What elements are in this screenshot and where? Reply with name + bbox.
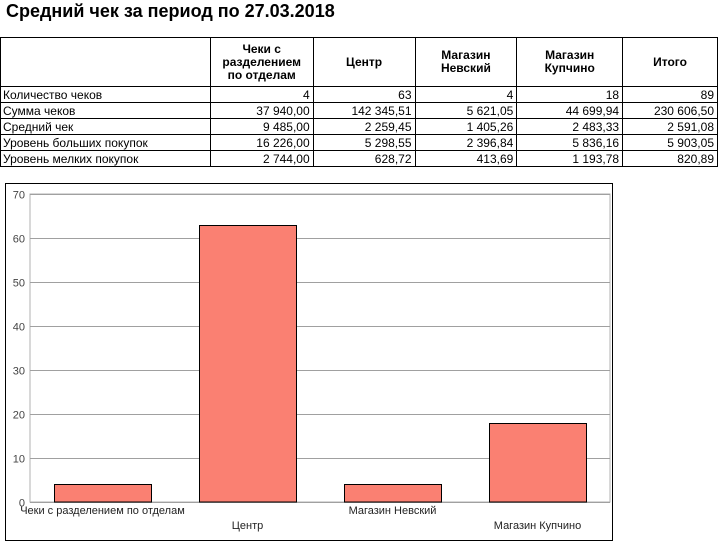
table-cell: 5 621,05 xyxy=(415,103,517,119)
table-header-row xyxy=(1,38,718,87)
bar xyxy=(345,485,442,503)
table-cell: 142 345,51 xyxy=(313,103,415,119)
x-category-label: Магазин Невский xyxy=(348,505,437,517)
chart-canvas xyxy=(6,184,612,540)
summary-table xyxy=(0,37,718,167)
table-row xyxy=(1,103,718,119)
y-tick-label: 10 xyxy=(12,453,25,466)
table-cell: 44 699,94 xyxy=(517,103,623,119)
table-cell: 16 226,00 xyxy=(210,135,313,151)
row-label: Уровень мелких покупок xyxy=(1,151,211,167)
table-cell: 1 405,26 xyxy=(415,119,517,135)
table-cell: 18 xyxy=(517,87,623,103)
bar xyxy=(55,485,152,503)
row-label: Уровень больших покупок xyxy=(1,135,211,151)
column-header-kupchino: Магазин Купчино xyxy=(517,38,623,87)
row-label: Сумма чеков xyxy=(1,103,211,119)
column-header-departments: Чеки с разделением по отделам xyxy=(210,38,313,87)
table-cell: 1 193,78 xyxy=(517,151,623,167)
y-tick-label: 70 xyxy=(12,189,25,202)
table-cell: 2 396,84 xyxy=(415,135,517,151)
y-tick-label: 50 xyxy=(12,277,25,290)
column-header-total: Итого xyxy=(623,38,718,87)
y-tick-label: 20 xyxy=(12,409,25,422)
y-tick-label: 40 xyxy=(12,321,25,334)
table-cell: 2 483,33 xyxy=(517,119,623,135)
table-cell: 9 485,00 xyxy=(210,119,313,135)
table-cell: 5 903,05 xyxy=(623,135,718,151)
table-header-corner xyxy=(1,38,211,87)
table-cell: 4 xyxy=(415,87,517,103)
table-cell: 63 xyxy=(313,87,415,103)
bar xyxy=(200,226,297,503)
table-cell: 89 xyxy=(623,87,718,103)
row-label: Количество чеков xyxy=(1,87,211,103)
table-row xyxy=(1,119,718,135)
x-category-label: Центр xyxy=(231,520,264,532)
y-tick-label: 0 xyxy=(18,497,25,510)
table-cell: 4 xyxy=(210,87,313,103)
bar xyxy=(490,424,587,503)
table-cell: 5 836,16 xyxy=(517,135,623,151)
table-cell: 820,89 xyxy=(623,151,718,167)
table-row xyxy=(1,135,718,151)
table-cell: 5 298,55 xyxy=(313,135,415,151)
report-title: Средний чек за период по 27.03.2018 xyxy=(6,1,335,21)
x-category-label: Магазин Купчино xyxy=(493,520,582,532)
column-header-center: Центр xyxy=(313,38,415,87)
table-row xyxy=(1,87,718,103)
table-cell: 628,72 xyxy=(313,151,415,167)
table-cell: 2 591,08 xyxy=(623,119,718,135)
table-cell: 37 940,00 xyxy=(210,103,313,119)
column-header-nevsky: Магазин Невский xyxy=(415,38,517,87)
table-cell: 2 744,00 xyxy=(210,151,313,167)
y-tick-label: 30 xyxy=(12,365,25,378)
table-row xyxy=(1,151,718,167)
table-cell: 230 606,50 xyxy=(623,103,718,119)
bar-chart xyxy=(5,183,613,541)
y-tick-label: 60 xyxy=(12,233,25,246)
table-cell: 413,69 xyxy=(415,151,517,167)
x-category-label: Чеки с разделением по отделам xyxy=(20,505,185,517)
table-cell: 2 259,45 xyxy=(313,119,415,135)
row-label: Средний чек xyxy=(1,119,211,135)
